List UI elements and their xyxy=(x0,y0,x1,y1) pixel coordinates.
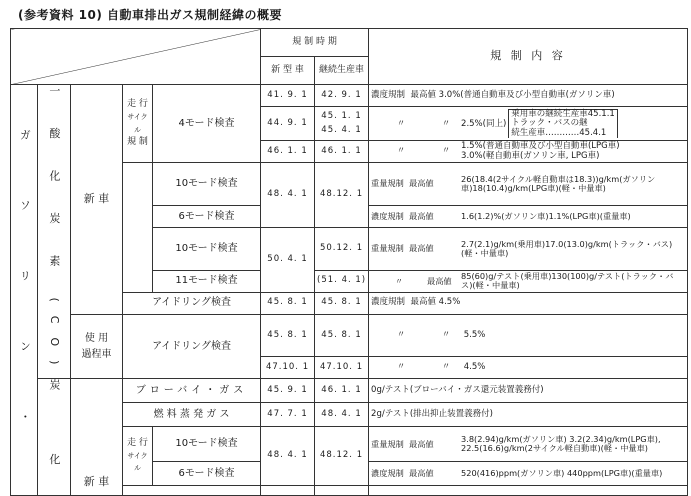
r2-new: 44. 9. 1 xyxy=(261,107,315,141)
idling-used-label: アイドリング検査 xyxy=(123,314,261,379)
r6-cont: 45. 8. 1 xyxy=(315,292,369,314)
r7-content: 〃 〃 5.5% xyxy=(369,314,688,357)
r3-content: 〃 〃 1.5%(普通自動車及び小型自動車(LPG車) 3.0%(軽自動車(ガソリン車, LPG車) xyxy=(369,141,688,163)
r9-new: 45. 9. 1 xyxy=(261,379,315,403)
r8-content: 〃 〃 4.5% xyxy=(369,357,688,379)
r10-content: 2g/テスト(排出抑止装置義務付) xyxy=(369,403,688,427)
hc-running-cycle-label: 走 行 サイクル xyxy=(123,427,153,486)
r8-new: 47.10. 1 xyxy=(261,357,315,379)
ten-mode-label: 10モード検査 xyxy=(153,163,261,206)
r6-content: 濃度規制 最高値 4.5% xyxy=(369,292,688,314)
idling-label: アイドリング検査 xyxy=(123,292,261,314)
r5-new: 50. 4. 1 xyxy=(261,227,315,292)
header-regulation-period: 規 制 時 期 xyxy=(261,29,369,57)
blowby-label: ブローバイ・ガス xyxy=(123,379,261,403)
regulation-table-sheet xyxy=(10,28,687,495)
r1-cont: 42. 9. 1 xyxy=(315,85,369,107)
r4-cont: 48.12. 1 xyxy=(315,163,369,228)
r3-new: 46. 1. 1 xyxy=(261,141,315,163)
r9-content: 0g/テスト(ブローバイ・ガス還元装置義務付) xyxy=(369,379,688,403)
evaporative-label: 燃 料 蒸 発 ガ ス xyxy=(123,403,261,427)
r9-cont: 46. 1. 1 xyxy=(315,379,369,403)
cut-off-cell-b xyxy=(261,485,315,495)
header-continued-production: 継続生産車 xyxy=(315,57,369,85)
cut-off-cell-c xyxy=(315,485,369,495)
r4-content-b: 濃度規制 最高値 1.6(1.2)%(ガソリン車)1.1%(LPG車)(重量車) xyxy=(369,205,688,227)
r6-new: 45. 8. 1 xyxy=(261,292,315,314)
used-car-label: 使 用 過程車 xyxy=(71,314,123,379)
hc-six-mode-label: 6モード検査 xyxy=(153,461,261,485)
r2-content: 〃 〃 2.5%(同上)乗用車の継続生産車45.1.1 トラック・バスの継 続生産車…………45.4.1 xyxy=(369,107,688,141)
running-cycle-label: 走 行 サイクル 規 制 xyxy=(123,85,153,163)
regulation-history-table xyxy=(10,28,688,496)
r5-content-b: 〃 最高値 85(60)g/テスト(乗用車)130(100)g/テスト(トラック・バス)(軽・中量車) xyxy=(369,270,688,292)
r1-content: 濃度規制 最高値 3.0%(普通自動車及び小型自動車(ガソリン車) xyxy=(369,85,688,107)
r11-content-b: 濃度規制 最高値 520(416)ppm(ガソリン車) 440ppm(LPG車)(重量車) xyxy=(369,461,688,485)
r5-cont-a: 50.12. 1 xyxy=(315,227,369,270)
r4-new: 48. 4. 1 xyxy=(261,163,315,228)
r11-new: 48. 4. 1 xyxy=(261,427,315,486)
header-diagonal-cell xyxy=(11,29,261,85)
r4-content-a: 重量規制 最高値 26(18.4(2サイクル軽自動車は18.3))g/km(ガソリン車)18(10.4)g/km(LPG車)(軽・中量車) xyxy=(369,163,688,206)
header-regulation-content: 規 制 内 容 xyxy=(369,29,688,85)
r7-cont: 45. 8. 1 xyxy=(315,314,369,357)
r5-cont-b: (51. 4. 1) xyxy=(315,270,369,292)
r3-cont: 46. 1. 1 xyxy=(315,141,369,163)
r10-new: 47. 7. 1 xyxy=(261,403,315,427)
cut-off-cell-d xyxy=(369,485,688,495)
r2-cont: 45. 1. 1 45. 4. 1 xyxy=(315,107,369,141)
cut-off-cell-a xyxy=(123,485,261,495)
co-label: 一 酸 化 炭 素 (CO) xyxy=(38,85,71,379)
header-new-model: 新 型 車 xyxy=(261,57,315,85)
r8-cont: 47.10. 1 xyxy=(315,357,369,379)
r10-cont: 48. 4. 1 xyxy=(315,403,369,427)
gasoline-label: ガ ソ リ ン ・ xyxy=(11,85,38,496)
r7-new: 45. 8. 1 xyxy=(261,314,315,357)
hc-label: 炭 化 xyxy=(38,379,71,496)
r11-content-a: 重量規制 最高値 3.8(2.94)g/km(ガソリン車) 3.2(2.34)g/km(LPG車), 22.5(16.6)g/km(2サイクル軽自動車)(軽・中量車) xyxy=(369,427,688,462)
document-title: (参考資料 10) 自動車排出ガス規制経緯の概要 xyxy=(18,8,283,22)
ten-mode-label-2: 10モード検査 xyxy=(153,227,261,270)
running-cycle-spacer xyxy=(123,163,153,293)
r5-content-a: 重量規制 最高値 2.7(2.1)g/km(乗用車)17.0(13.0)g/km(トラック・バス)(軽・中量車) xyxy=(369,227,688,270)
eleven-mode-label: 11モード検査 xyxy=(153,270,261,292)
r1-new: 41. 9. 1 xyxy=(261,85,315,107)
new-car-label-hc: 新 車 xyxy=(71,379,123,496)
r11-cont: 48.12. 1 xyxy=(315,427,369,486)
new-car-label-co: 新 車 xyxy=(71,85,123,315)
four-mode-label: 4モード検査 xyxy=(153,85,261,163)
hc-ten-mode-label: 10モード検査 xyxy=(153,427,261,462)
six-mode-label: 6モード検査 xyxy=(153,205,261,227)
